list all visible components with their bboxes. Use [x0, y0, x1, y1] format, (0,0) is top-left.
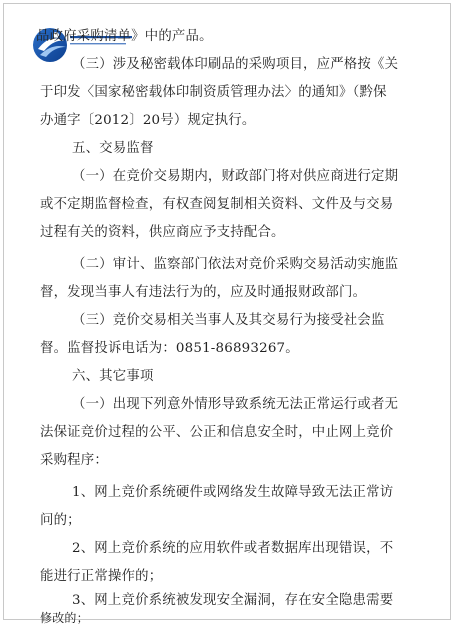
text-line: 于印发〈国家秘密载体印制资质管理办法〉的通知》（黔保: [40, 85, 387, 100]
text-line: 督。监督投诉电话为：0851-86893267。: [40, 341, 299, 356]
text-line: （三）涉及秘密载体印刷品的采购项目，应严格按《关: [72, 57, 399, 72]
section-heading: 五、交易监督: [72, 141, 154, 156]
text-line: 能进行正常操作的；: [40, 569, 163, 584]
text-line: 3、网上竞价系统被发现安全漏洞，存在安全隐患需要: [72, 593, 394, 608]
text-line: 办通字〔2012〕20号）规定执行。: [40, 113, 256, 128]
text-line: 修改的；: [40, 611, 89, 625]
text-line: 品政府采购清单》中的产品。: [36, 29, 213, 44]
document-page: [3, 3, 451, 625]
text-line: （一）出现下列意外情形导致系统无法正常运行或者无: [72, 397, 399, 412]
text-line: 或不定期监督检查，有权查阅复制相关资料、文件及与交易: [40, 197, 394, 212]
text-line: （二）审计、监察部门依法对竞价采购交易活动实施监: [72, 257, 399, 272]
text-line: 采购程序：: [40, 453, 108, 468]
text-line: 过程有关的资料，供应商应予支持配合。: [40, 225, 285, 240]
text-line: （三）竞价交易相关当事人及其交易行为接受社会监: [72, 313, 385, 328]
text-line: 1、网上竞价系统硬件或网络发生故障导致无法正常访: [72, 485, 394, 500]
text-line: 法保证竞价过程的公平、公正和信息安全时，中止网上竞价: [40, 425, 394, 440]
text-line: （一）在竞价交易期内，财政部门将对供应商进行定期: [72, 169, 399, 184]
text-line: 问的；: [40, 513, 81, 528]
section-heading: 六、其它事项: [72, 369, 154, 384]
text-line: 督，发现当事人有违法行为的，应及时通报财政部门。: [40, 285, 367, 300]
text-line: 2、网上竞价系统的应用软件或者数据库出现错误，不: [72, 541, 394, 556]
